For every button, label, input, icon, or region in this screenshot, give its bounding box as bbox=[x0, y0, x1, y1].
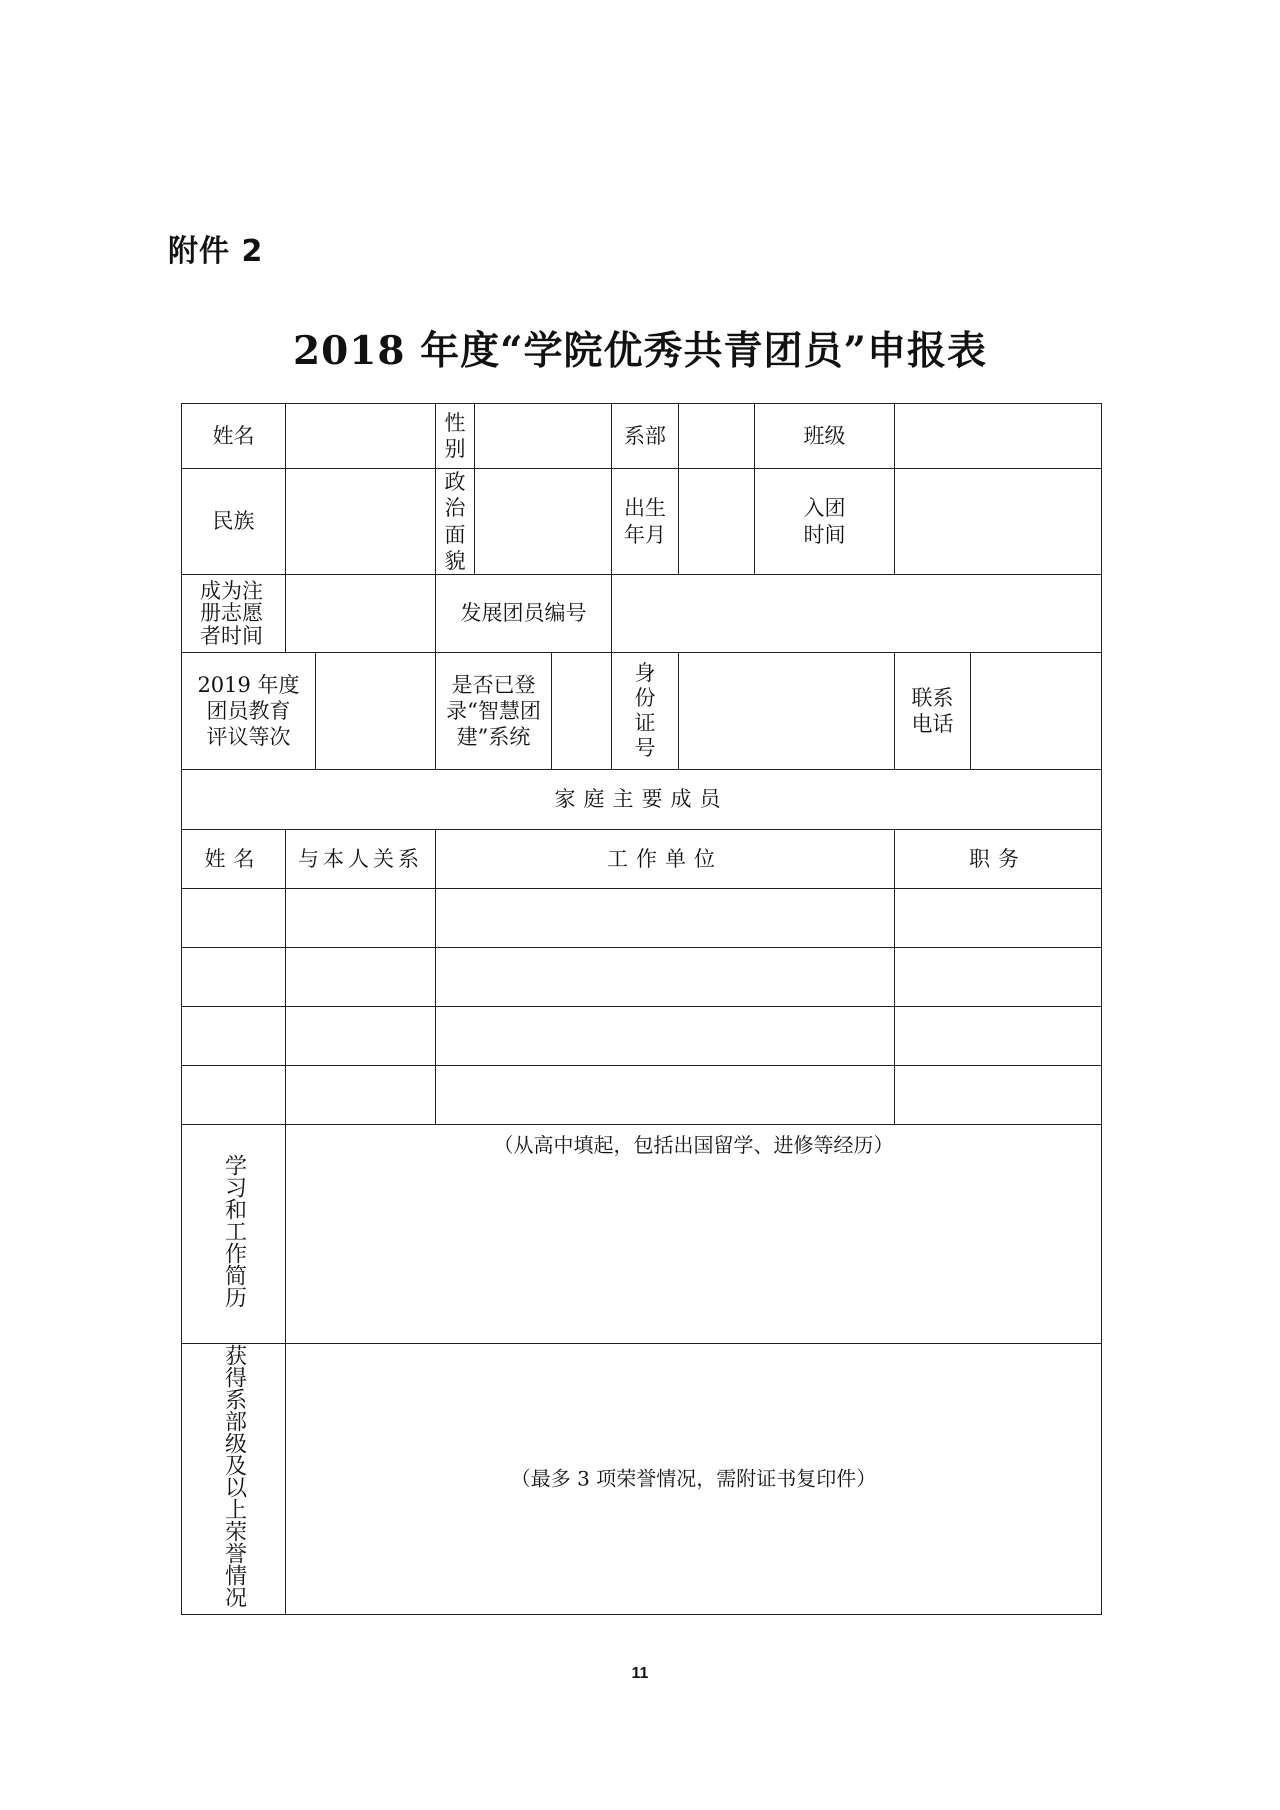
form-title: 2018 年度“学院优秀共青团员”申报表 bbox=[293, 328, 987, 374]
id-number-label: 身 份 证 号 bbox=[612, 653, 679, 770]
volunteer-time-label: 成为注 册志愿 者时间 bbox=[182, 575, 286, 653]
resume-note: （从高中填起，包括出国留学、进修等经历） bbox=[493, 1133, 894, 1157]
page-number: 11 bbox=[631, 1665, 649, 1682]
league-join-time-label: 入团 时间 bbox=[755, 469, 895, 575]
family-relation-cell[interactable] bbox=[286, 1007, 436, 1066]
smart-league-label: 是否已登 录“智慧团 建”系统 bbox=[436, 653, 552, 770]
family-position-cell[interactable] bbox=[895, 1066, 1102, 1125]
family-member-row bbox=[182, 1066, 1102, 1125]
birth-date-field[interactable] bbox=[679, 469, 755, 575]
resume-label-cell bbox=[182, 1125, 286, 1344]
gender-label: 性别 bbox=[436, 404, 475, 469]
phone-field[interactable] bbox=[971, 653, 1102, 770]
department-field[interactable] bbox=[679, 404, 755, 469]
class-field[interactable] bbox=[895, 404, 1102, 469]
family-position-cell[interactable] bbox=[895, 1007, 1102, 1066]
honors-label-cell bbox=[182, 1344, 286, 1615]
family-name-cell[interactable] bbox=[182, 948, 286, 1007]
honors-label: 获得系部级及以上荣誉情况 bbox=[221, 1344, 247, 1608]
member-number-field[interactable] bbox=[612, 575, 1102, 653]
id-number-field[interactable] bbox=[679, 653, 895, 770]
family-member-row bbox=[182, 1007, 1102, 1066]
family-header-work-unit: 工作单位 bbox=[436, 830, 895, 889]
evaluation-grade-label: 2019 年度 团员教育 评议等次 bbox=[182, 653, 316, 770]
volunteer-time-field[interactable] bbox=[286, 575, 436, 653]
member-number-label: 发展团员编号 bbox=[436, 575, 612, 653]
form-row-volunteer bbox=[182, 575, 1102, 653]
gender-field[interactable] bbox=[475, 404, 612, 469]
family-section-row bbox=[182, 770, 1102, 830]
family-position-cell[interactable] bbox=[895, 948, 1102, 1007]
family-work-unit-cell[interactable] bbox=[436, 889, 895, 948]
family-member-row bbox=[182, 889, 1102, 948]
family-work-unit-cell[interactable] bbox=[436, 1007, 895, 1066]
family-section-title: 家庭主要成员 bbox=[182, 770, 1102, 830]
phone-label: 联系 电话 bbox=[895, 653, 971, 770]
family-header-row bbox=[182, 830, 1102, 889]
family-position-cell[interactable] bbox=[895, 889, 1102, 948]
class-label: 班级 bbox=[755, 404, 895, 469]
birth-date-label: 出生 年月 bbox=[612, 469, 679, 575]
political-status-label: 政治 面貌 bbox=[436, 469, 475, 575]
attachment-label: 附件 2 bbox=[168, 234, 264, 269]
resume-label: 学习和工作简历 bbox=[221, 1153, 247, 1308]
honors-field[interactable] bbox=[286, 1344, 1102, 1615]
family-name-cell[interactable] bbox=[182, 1066, 286, 1125]
family-relation-cell[interactable] bbox=[286, 948, 436, 1007]
family-relation-cell[interactable] bbox=[286, 1066, 436, 1125]
league-join-time-field[interactable] bbox=[895, 469, 1102, 575]
family-name-cell[interactable] bbox=[182, 889, 286, 948]
application-form-table bbox=[181, 403, 1102, 1615]
family-name-cell[interactable] bbox=[182, 1007, 286, 1066]
resume-field[interactable] bbox=[286, 1125, 1102, 1344]
honors-note: （最多 3 项荣誉情况，需附证书复印件） bbox=[510, 1466, 877, 1491]
name-label: 姓名 bbox=[182, 404, 286, 469]
department-label: 系部 bbox=[612, 404, 679, 469]
family-relation-cell[interactable] bbox=[286, 889, 436, 948]
form-row-basic-1 bbox=[182, 404, 1102, 469]
evaluation-grade-field[interactable] bbox=[316, 653, 436, 770]
family-header-name: 姓名 bbox=[182, 830, 286, 889]
family-header-position: 职务 bbox=[895, 830, 1102, 889]
ethnicity-field[interactable] bbox=[286, 469, 436, 575]
form-row-basic-2 bbox=[182, 469, 1102, 575]
political-status-field[interactable] bbox=[475, 469, 612, 575]
family-work-unit-cell[interactable] bbox=[436, 948, 895, 1007]
family-work-unit-cell[interactable] bbox=[436, 1066, 895, 1125]
name-field[interactable] bbox=[286, 404, 436, 469]
ethnicity-label: 民族 bbox=[182, 469, 286, 575]
family-member-row bbox=[182, 948, 1102, 1007]
resume-row bbox=[182, 1125, 1102, 1344]
honors-row bbox=[182, 1344, 1102, 1615]
form-row-evaluation bbox=[182, 653, 1102, 770]
family-header-relation: 与本人关系 bbox=[286, 830, 436, 889]
smart-league-field[interactable] bbox=[552, 653, 612, 770]
